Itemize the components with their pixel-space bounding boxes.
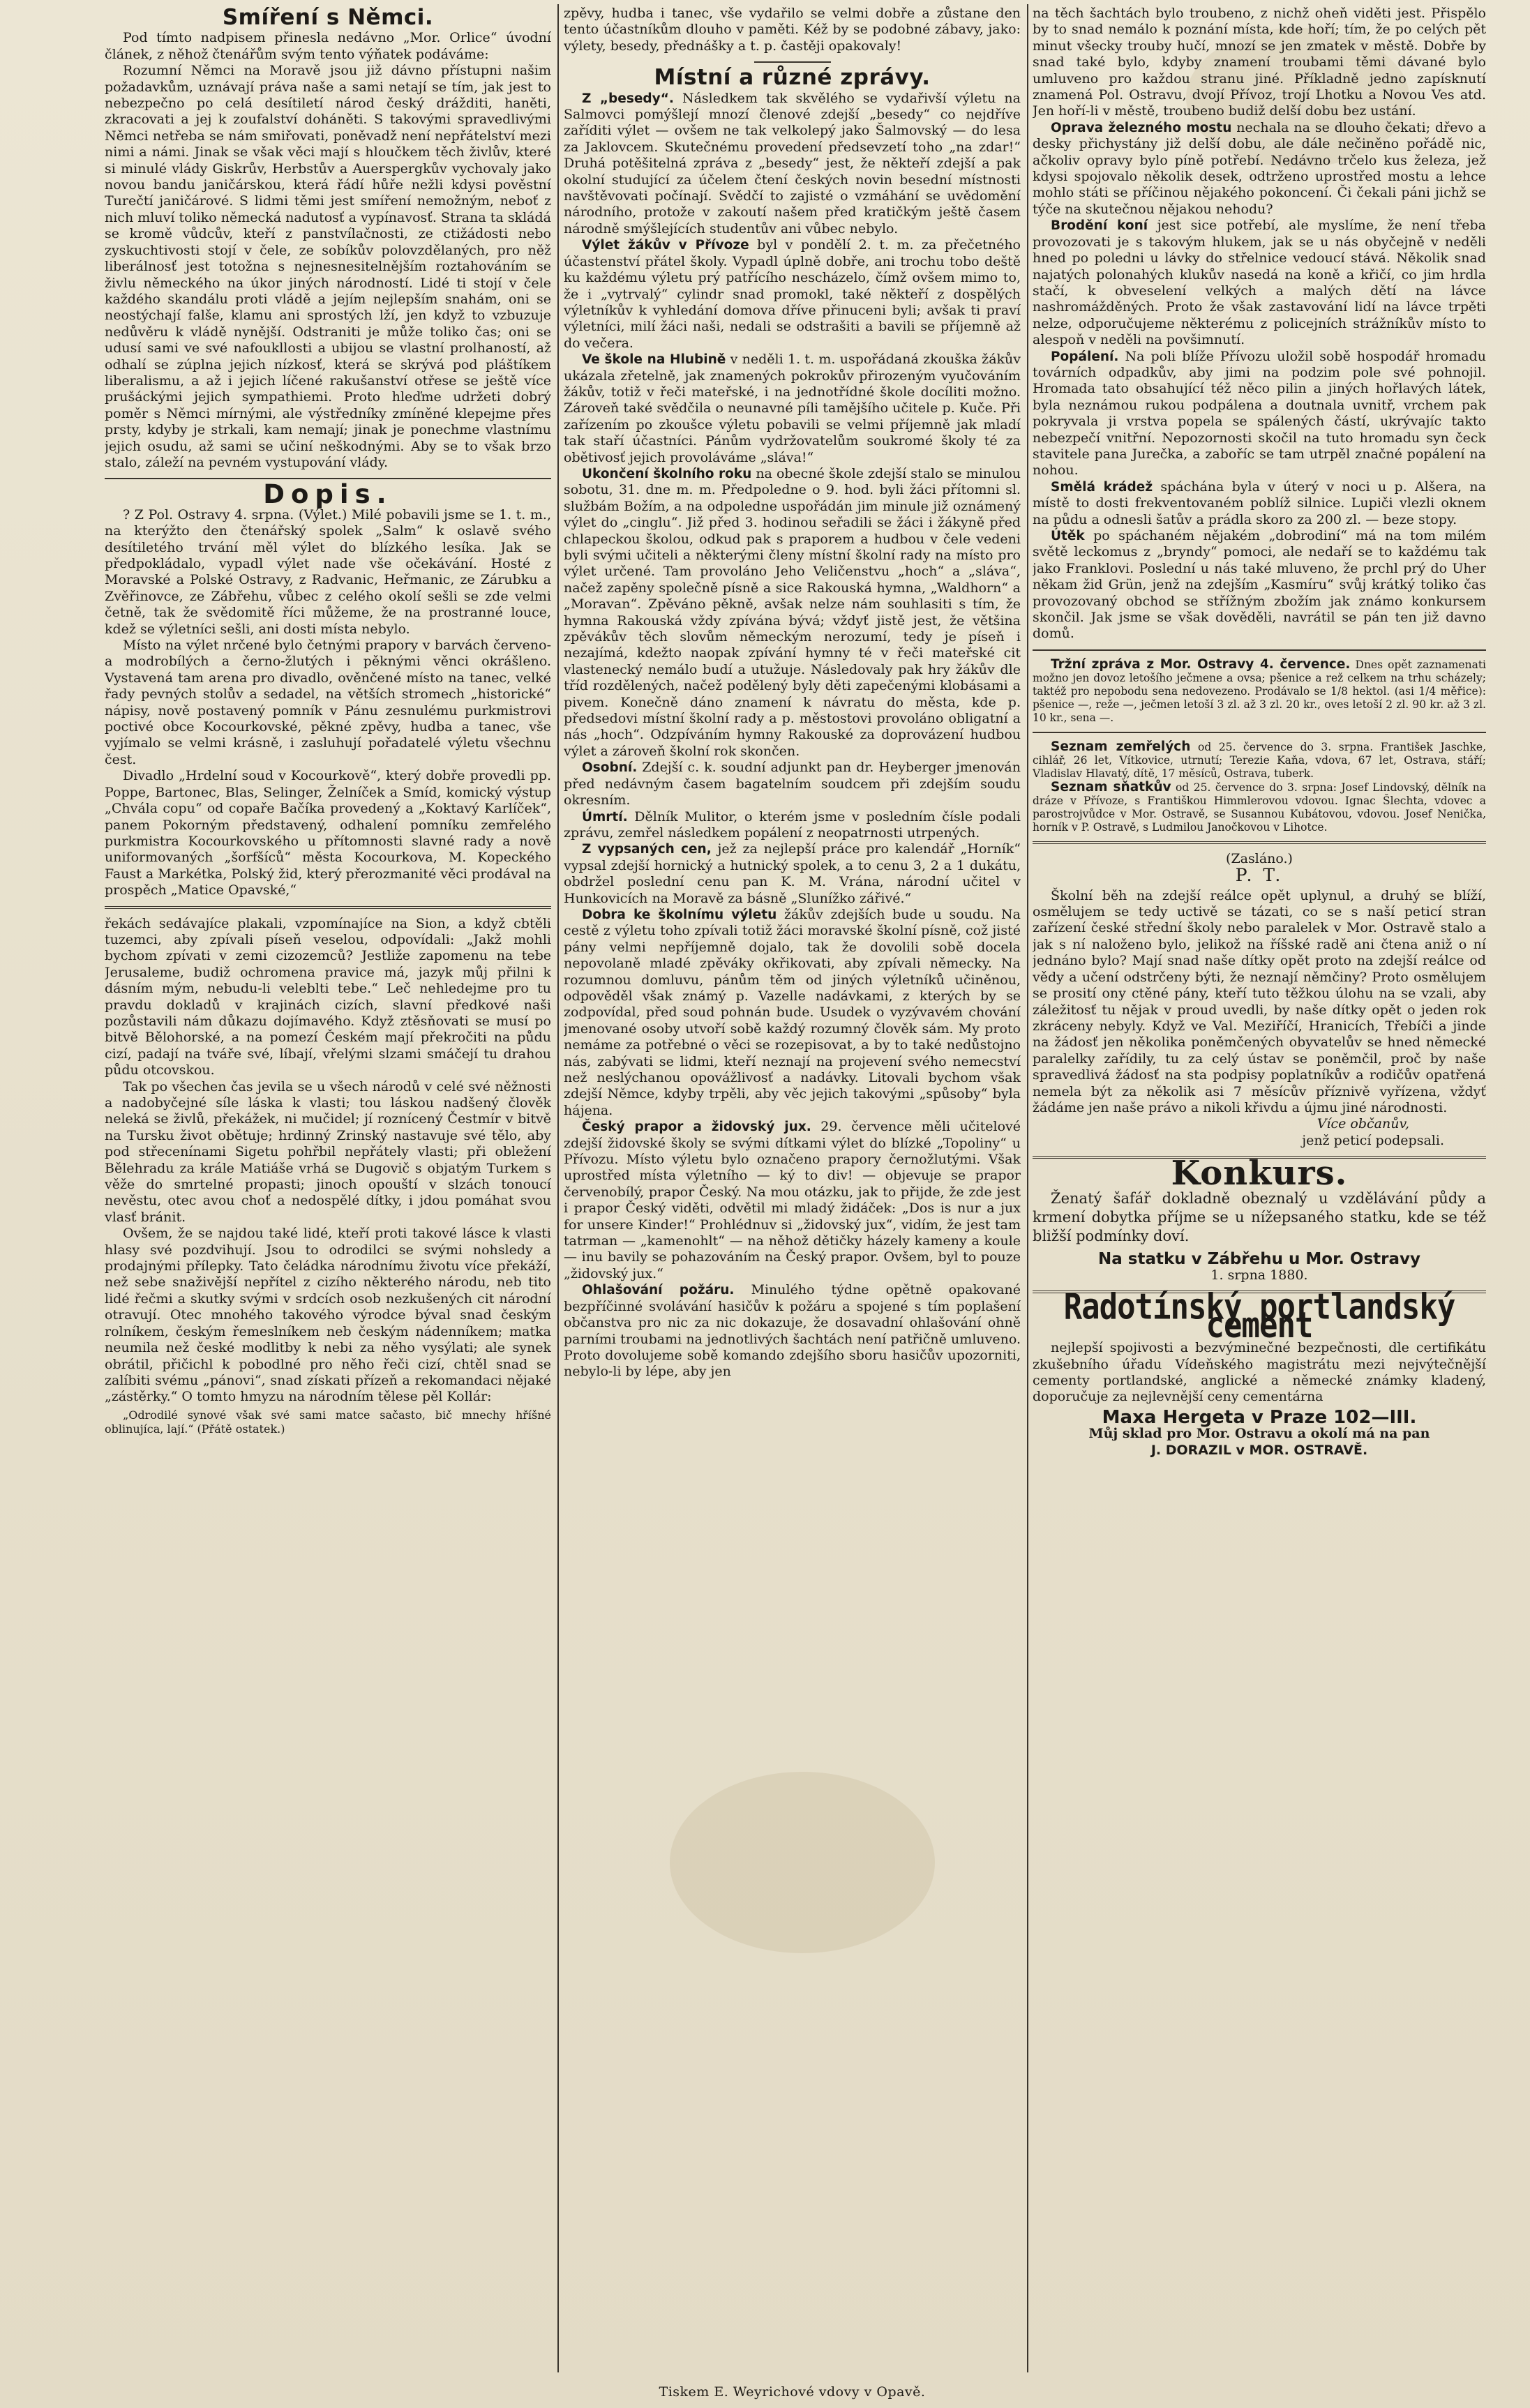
article-title-smireni: Smíření s Němci. [222, 6, 434, 30]
ad-agent: J. DORAZIL v MOR. OSTRAVĚ. [1150, 1442, 1368, 1458]
signature: Více občanův, [1317, 1116, 1409, 1132]
news-item-text: Zdejší c. k. soudní adjunkt pan dr. Heyberger jmenován před nedávným časem bagatelním soudcem při zdejším soudu okresním. [564, 760, 1021, 808]
divider [1033, 649, 1486, 651]
news-item-text: po spáchaném nějakém „dobrodiní“ má na tom milém světě leckomus z „bryndy“ pomoci, ale nedaří se to každému tak jako Franklovi. Poslední u nás také mluveno, že prchl prý do Uher někam žid Grün, jenž na zdejším „Kasmíru“ svůj krátký toliko čas provozovaný obchod se střížným zbožím jak známo konkursem skončil. Jak jsme se však dověděli, navrátil se pán ten již davno domů. [1033, 528, 1486, 642]
divider [1033, 732, 1486, 733]
news-item [564, 907, 1021, 1119]
paragraph: na těch šachtách bylo troubeno, z nichž oheň viděti jest. Přispělo by to snad nemálo k poznání místa, kde hoří; tím, že po celých pět minut všecky trouby hučí, mnozí se jen zmatek v městě. Dobře by snad také bylo, kdyby znamení troubami těmi dávané bylo umluveno pro každou stranu jiné. Příkladně jedno zapísknutí znamená Pol. Ostravu, dvojí Přívoz, trojí Lhotku a Novou Ves atd. Jen hoří-li v městě, troubeno budiž delší dobu bez ustání. [1033, 6, 1486, 119]
news-item [1033, 528, 1486, 642]
deaths-list-text: od 25. července do 3. srpna. František Jaschke, cihlář, 26 let, Vítkovice, utrnutí; Terezie Kaňa, vdova, 67 let, Ostrava, stáří; Vladislav Hlavatý, dítě, 17 měsíců, Ostrava, tuberk. [1033, 740, 1486, 780]
news-item-heading: Osobní. [582, 760, 638, 776]
news-item [564, 1282, 1021, 1380]
news-item [1033, 479, 1486, 528]
market-report [1033, 658, 1486, 725]
ad-text: Ženatý šafář dokladně obeznalý u vzdělávání půdy a krmení dobytka příjme se u nížepsaného statku, kde se též bližší podmínky doví. [1033, 1189, 1486, 1244]
column-left [105, 6, 551, 2381]
market-report-title: Tržní zpráva z Mor. Ostravy 4. července. [1051, 656, 1351, 672]
news-item [564, 466, 1021, 760]
news-item-text: v neděli 1. t. m. uspořádaná zkouška žákův ukázala zřetelně, jak znamených pokrokův přirozeným vyučováním žákův, totiž v řeči mateřské, i na jednotřídné škole docíliti možno. Zároveň také svědčila o neunavné píli tamějšího učitele p. Kuče. Při zařízením po zkoušce výletu pobavili se velmi příjemně jak mladí tak staří účastníci. Pánům vydržovatelům soukromé školy té za obětivosť jejich provoláváme „sláva!“ [564, 352, 1021, 465]
market-report-text: Dnes opět zaznamenati možno jen dovoz letošího ječmene a ovsa; pšenice a rež celkem na trhu scházely; taktéž pro nepobodu sena nedovezeno. Prodávalo se 1/8 hektol. (asi 1/4 měřice): pšenice —, reže —, ječmen letoší 3 zl. až 3 zl. 20 kr., oves letoší 2 zl. 90 kr. až 3 zl. 10 kr., sena —. [1033, 658, 1486, 724]
zaslano-label: (Zasláno.) [1226, 850, 1293, 866]
news-item-text: Na poli blíže Přívozu uložil sobě hospodář hromadu továrních odpadkův, aby jimi na podzim pole své pohnojil. Hromada tato obsahující též něco pilin a jiných hořlavých látek, byla neznámou rukou podpálena a doutnala uvnitř, vrchem pak pokryvala ji vrstva popela se spálených částí, ukrývajíc takto nebezpečí vnitřní. Nepozornosti skočil na tuto hromadu syn čeck stavitele pana Jurečka, a zaboříc se tam utrpěl značné popálení na nohou. [1033, 348, 1486, 479]
divider [1033, 841, 1486, 844]
news-item-text: 29. července měli učitelové zdejší židovské školy se svými dítkami výlet do blízké „Topoliny“ u Přívozu. Místo výletu bylo označeno prapory černožlutými. Však uprostřed místa výletního — ký to div! — objevuje se prapor červenobílý, prapor Český. Na mou otázku, jak to přijde, že zde jest i prapor Český viděti, odvětil mi mladý židáček: „Dos is nur a jux for unsere Kinder!“ Prohlédnuv si „židovský jux“, vidím, že jest tam tatrman — „kamenohlt“ — na něhož dětičky házely kameny a koule — inu bavily se pohazováním na Český prapor. Ovšem, byl to pouze „židovský jux.“ [564, 1119, 1021, 1281]
news-item-heading: Ohlašování požáru. [582, 1283, 735, 1298]
news-items [1033, 120, 1486, 642]
news-item [1033, 218, 1486, 348]
paragraph: Tak po všechen čas jevila se u všech národů v celé své něžnosti a nadobyčejné síle láska k vlasti; tou láskou nadšený člověk neleká se živlů, překážek, ni mučidel; jí roznícený Čestmír v bitvě na Tursku život obětuje; hrdinný Zrinský nastavuje své tělo, aby pod střecenínami Sigetu pohřbil nepřátely vlasti; při obležení Bělehradu za krále Matiáše vrhá se Dugovič s objatým Turkem s věže do smrtelné propasti; jinoch opouští v slzách tonoucí nevěstu, otec avou choť a nedospělé dítky, i jdou pomáhat svou vlasť bránit. [105, 1078, 551, 1225]
news-item-heading: Smělá krádež [1051, 479, 1153, 495]
news-item-text: Dělník Mulitor, o kterém jsme v posledním čísle podali zprávu, zemřel následkem popálení z neopatrnosti utrpených. [564, 808, 1021, 841]
news-item [564, 841, 1021, 907]
news-item-heading: Český prapor a židovský jux. [582, 1120, 811, 1135]
paragraph: Ovšem, že se najdou také lidé, kteří proti takové lásce k vlasti hlasy své pozdvihují. Jsou to odrodilci se svými nohsledy a prodajnými přílepky. Tato čeládka národnímu životu více překáží, než sebe snaživější nepřítel z cizího některého národu, neb tito lidé řečmi a skutky svými v srdcích osob nezkušených cit národní otravují. Otec mnohého takového výrodce býval snad českým rolníkem, českým řemeslníkem neb českým nádenníkem; matka neumila než české modlitby k nebi za něho vysýlati; ale synek obrátil, přičichl k pobodlné pro něho řeči cizí, chtěl snad se zalíbiti svému „pánovi“, snad získati přízeň a rekomandaci nějaké „zástěrky.“ O tomto hmyzu na národním tělese pěl Kollár: [105, 1226, 551, 1405]
news-item-heading: Popálení. [1051, 349, 1119, 364]
marriages-list-title: Seznam sňatkův [1051, 779, 1171, 795]
ad-date: 1. srpna 1880. [1210, 1267, 1308, 1283]
news-item [564, 760, 1021, 808]
news-item-heading: Z vypsaných cen, [582, 842, 712, 857]
news-item-heading: Útěk [1051, 529, 1085, 543]
column-rule [557, 4, 559, 2372]
paragraph: řekách sedávajíce plakali, vzpomínajíce na Sion, a když cbtěli tuzemci, aby zpívali píseň veselou, odpovídali: „Jakž mohli bychom zpívati v zemi cizozemců? Jestliže zapomenu na tebe Jerusaleme, budiž ochromena pravice má, jazyk můj přilni k dásním mým, nebudu-li veleblti tebe.“ Leč nehledejme pro tu pravdu dokladů v krajinách cizích, slavní předkové naši pozůstavili nám důkazu dojímavého. Když ztěsňovati se musí po bitvě Bělohorské, a na pomezí Českém mají překročiti na půdu cizí, padají na tváře své, líbají, vřelými slzami smáčejí tu drahou půdu otcovskou. [105, 915, 551, 1078]
ad-text: nejlepší spojivosti a bezvýminečné bezpečnosti, dle certifikátu zkušebního úřadu Vídeňského magistrátu mezi nejvýtečnější cementy portlandské, anglické a německé známky kladený, doporučuje za nejlevnější ceny cementárna [1033, 1340, 1486, 1405]
signature-note: jenž peticí podepsali. [1302, 1132, 1444, 1148]
news-item-text: Minulého týdne opětně opakované bezpříčinné svolávání hasičův k požáru a spojené s tím poplašení občanstva pro nic za nic dokazuje, že dosavadní ohlašování ohně parními troubami na jednotlivých šachtách není patřičně umluveno. Proto dovolujeme sobě komando zdejšího sboru hasičův upozorniti, nebylo-li by lépe, aby jen [564, 1282, 1021, 1380]
news-item-heading: Úmrtí. [582, 809, 628, 825]
deaths-list [1033, 740, 1486, 781]
paragraph: Divadlo „Hrdelní soud v Kocourkově“, který dobře provedli pp. Poppe, Bartonec, Blas, Selinger, Želníček a Smíd, komický výstup „Chvála copu“ od copaře Bačíka provedený a „Koktavý Karlíček“, panem Pokorným představený, odhalení pomníku zemřelého purkmistra Kocourkovského u přítomnosti slavné rady a nově uniformovaných „šorfšíců“ města Kocourkova, M. Kopeckého Faust a Markétka, Polský žid, který přerozmanité věci prodával na prospěch „Matice Opavské,“ [105, 768, 551, 898]
deaths-list-title: Seznam zemřelých [1051, 739, 1191, 754]
ad-title-cement: Radotínský portlandský cement [1063, 1286, 1455, 1347]
news-item-heading: Ukončení školního roku [582, 466, 752, 481]
zaslano-address: P. T. [1235, 865, 1284, 886]
marriages-list-text: od 25. července do 3. srpna: Josef Lindovský, dělník na dráze v Přívoze, s Františkou Himmlerovou vdovou. Ignac Šlechta, vdovec a parostrojvůdce v Mor. Ostravě, se Susannou Kubátovou, vdovou. Josef Nenička, horník v P. Ostravě, s Ludmilou Janočkovou v Lihotce. [1033, 781, 1486, 834]
column-right [1033, 6, 1486, 2381]
news-item-heading: Z „besedy“. [582, 91, 674, 106]
printer-imprint: Tiskem E. Weyrichové vdovy v Opavě. [659, 2384, 926, 2400]
column-middle [564, 6, 1021, 2381]
column-rule [1027, 4, 1028, 2372]
article-title-dopis: Dopis. [263, 479, 393, 510]
news-item [564, 91, 1021, 238]
ad-note: Můj sklad pro Mor. Ostravu a okolí má na pan [1088, 1426, 1430, 1442]
news-item [1033, 349, 1486, 479]
news-item [564, 237, 1021, 352]
paragraph: Rozumní Němci na Moravě jsou již dávno přístupni našim požadavkům, uznávají práva naše a sami netají se tím, jak jest to nebezpečno po celá desítiletí národ český drážditi, haněti, zkracovati a jej k zoufalství doháněti. S takovými spravedlivými Němci netřeba se nám smiřovati, poněvadž není nepřátelství mezi nimi a námi. Jinak se však věci mají s hloučkem těch živlův, které si minulé vlády Giskrův, Herbstův a Auerspergkův vychovaly jako novou bandu janičárskou, která řádí hůře nežli kdysi pověstní Turečtí janičárové. S lidmi těmi jest smíření nemožným, neboť z nich mluví toliko německá nadutosť a vypínavosť. Strana ta skládá se kromě vůdcův, kteří z panstvílačnosti, ze ctižádosti nebo zyskuchtivosti stojí v čele, ze sobíkův polovzdělaných, pro něž liberálnosť jest totožna s nejnesnesitelnějším roztahováním se živlu německého na úkor jiných národností. Lidé ti stojí v čele každého skandálu proti vládě a jejím nejlepším snahám, oni se neostýchají falše, klamu ani sprostých lží, jen když to vzbuzuje nedůvěru k vládě nynější. Odstraniti je může toliko čas; oni se udusí sami ve své nafoukllosti a ubijou se vlastní prolhaností, až odhalí se zúplna jejich nízkosť, která se skrývá pod pláštíkem liberalismu, a až i jejich líčené rakušanství otřese se ještě více prušáckými jejich sympathiemi. Proto hleďme udržeti dobrý poměr s Němci mírnými, ale výstředníky zmíněné klepejme přes prsty, kdyby je strkali, kam nemají; jinak je ponechme vlastnímu jejich osudu, až sami se učiní neškodnými. Aby se to však brzo stalo, záleží na pevném vystupování vlády. [105, 63, 551, 470]
news-item-heading: Brodění koní [1051, 218, 1148, 234]
news-item-heading: Ve škole na Hlubině [582, 352, 726, 368]
ad-firm: Maxa Hergeta v Praze 102—III. [1102, 1406, 1417, 1428]
news-item [564, 1119, 1021, 1282]
divider [754, 61, 831, 63]
ad-place: Na statku v Zábřehu u Mor. Ostravy [1098, 1249, 1420, 1268]
ad-title-konkurs: Konkurs. [1171, 1154, 1348, 1194]
paragraph: ? Z Pol. Ostravy 4. srpna. (Výlet.) Milé pobavili jsme se 1. t. m., na kterýžto den čtenářský spolek „Salm“ k oslavě svého desítiletého trvání měl výlet do blízkého lesíka. Jak se předpokládalo, vypadl výlet nade vše očekávání. Hosté z Moravské a Polské Ostravy, z Radvanic, Heřmanic, ze Zárubku a Zvěřinovce, ze Zábřehu, vůbec z celého okolí sešli se zde velmi četně, tak že svědomitě říci můžeme, že na prostranné louce, kdež se výletníci sešli, ani dosti místa nebylo. [105, 506, 551, 637]
divider [105, 906, 551, 909]
paragraph: Místo na výlet nrčené bylo četnými prapory v barvách červeno- a modrobílých a černo-žlutých i pěknými věnci okrášleno. Vystavená tam arena pro divadlo, ověnčené místo na tanec, velké řady pevných stolův a sedadel, na větších stromech „historické“ nápisy, nově postavený pomník v Pánu zesnulému purkmistrovi poctivé obce Kocourkovské, pěkné zpěvy, hudba a tanec, vše vyjímalo se velmi krásně, i zasluhují pořadatelé výletu všechnu čest. [105, 638, 551, 767]
section-title-mistni: Místní a různé zprávy. [654, 65, 931, 91]
news-item [564, 809, 1021, 842]
paragraph: Pod tímto nadpisem přinesla nedávno „Mor. Orlice“ úvodní článek, z něhož čtenářům svým tento výňatek podáváme: [105, 30, 551, 62]
news-item-text: nechala na se dlouho čekati; dřevo a desky přichystány již delší dobu, ale dále nečiněno pořádě nic, ačkoliv opravy bylo píně potřebí. Nedávno trčelo kus železa, jež kdysi spojovalo několik desek, odtrženo uprostřed mostu a lehce mohlo státi se příčinou nějakého pokoncení. Či čekali páni jichž se týče na skutečnou nějakou nehodu? [1033, 119, 1486, 217]
quote: „Odrodilé synové však své sami matce sačasto, bič mnechy hříšné oblinujíca, lají.“ (Přátě ostatek.) [105, 1408, 551, 1436]
marriages-list [1033, 781, 1486, 834]
news-item [564, 352, 1021, 466]
news-item-text: spáchána byla v úterý v noci u p. Alšera, na místě to dosti frekventovaném poblíž silnice. Lupiči vlezli oknem na půdu a odnesli šatův a prádla skoro za 200 zl. — beze stopy. [1033, 479, 1486, 527]
news-item-text: žákův zdejších bude u soudu. Na cestě z výletu toho zpívali totiž žáci moravské školní písně, což jisté pány velmi nepříjemně dojalo, tak že dovolili sobě docela nepovolaně mladé zpěváky okřikovati, aby zpívali německy. Na rozumnou domluvu, pánům těm od jiných výletníků učiněnou, odpověděl však známý p. Vazelle nadávkami, z kterých by se zodpovídal, před soud pohnán bude. Usudek o vyzývavém chování jmenované osoby utvoří sobě každý rozumný člověk sám. My proto nemáme za potřebné o věci se rozepisovat, a by to také nedůstojno nás, zabývati se lidmi, kteří neznají na projevení svého nemecství než neslýchanou opovážlivosť a nadávky. Litovali bychom však zdejší Němce, kdyby trpěli, aby věc jejich takovými „spůsoby“ byla hájena. [564, 906, 1021, 1118]
news-item-text: jest sice potřebí, ale myslíme, že není třeba provozovati je s takovým hlukem, jak se u nás obyčejně v neděli hned po poledni u lávky do střelnice vedoucí stává. Několik snad najatých polonahých klukův nasedá na koně a křičí, co jim hrdla stačí, k obveselení velkých a malých dětí na lávce nashromážděných. Proto že však zastavování lidí na lávce trpěti nelze, odporučujeme některému z policejních strážníkův místo to alespoň v neděli na povšimnutí. [1033, 218, 1486, 348]
news-items [564, 91, 1021, 1380]
news-item-text: byl v pondělí 2. t. m. za přečetného účastenství přátel školy. Vypadl úplně dobře, ani trochu tobo deště ku každému výletu prý patřícího nescházelo, čímž ovšem mimo to, že i „vytrvalý“ cylindr snad promokl, také někteří z dospělých výletníkův k vyhledání domova dříve přinuceni byli; avšak ti praví výletníci, milí žáci naši, nedali se odstrašiti a bavili se příjemně až do večera. [564, 237, 1021, 351]
news-item-text: Následkem tak skvělého se vydařivší výletu na Salmovci pomýšlejí mnozí členové zdejší „besedy“ co nejdříve zaříditi výlet — ovšem ne tak velkolepý jako Šalmovský — do lesa za Jaklovcem. Skutečnému provedení předsevzetí toho „na zdar!“ Druhá potěšitelná zpráva z „besedy“ jest, že někteří zdejší a pak okolní studující za účelem čtení českých novin besední místnosti navštěvovati počínají. Svědčí to zajisté o vzmáhání se uvědomění národního, protože v zakoutí našem před kratičkým ještě časem národně smýšlejících studentův ani vůbec nebylo. [564, 90, 1021, 236]
news-item-heading: Dobra ke školnímu výletu [582, 907, 777, 922]
news-item-text: na obecné škole zdejší stalo se minulou sobotu, 31. dne m. m. Předpoledne o 9. hod. byli žáci přítomni sl. službám Božím, a na odpoledne uspořádán jim minule již oznámený výlet do „cinglu“. Již před 3. hodinou seřadili se žáci i žákyně před chlapeckou školou, odkud pak s praporem a hudbou v čele vedeni byli svými učiteli a některými členy místní školní rady na místo pro výlet určené. Tam provoláno Jeho Veličenstvu „hoch“ a „sláva“, načež zapěny společně písně a sice Rakouská hymna, „Waldhorn“ a „Moravan“. Zpěváno pěkně, avšak nelze nám souhlasiti s tím, že hymna Rakouská vždy zpívána bývá; vždyť jistě jest, že většina zpěvákův těch slovům německým nerozumí, tedy je píseň i nezajímá, kdežto naopak zpívání hymny té v řeči mateřské cit vlastenecký nemálo budí a utužuje. Následovaly pak hry žákův dle tříd rozdělených, načež podělený byly děti zapečenými klobásami a pivem. Konečně dáno znamení k návratu do města, kde p. předsedovi místní školní rady a p. městostovi provoláno obligatní a nás „hoch“. Odzpíváním hymny Rakouské za doprovázení hudbou výlet a zároveň školní rok skončen. [564, 465, 1021, 759]
news-item-heading: Oprava železného mostu [1051, 120, 1232, 135]
news-item-heading: Výlet žákův v Přívoze [582, 238, 749, 253]
news-item-text: jež za nejlepší práce pro kalendář „Horník“ vypsal zdejší hornický a hutnický spolek, a to cenu 3, 2 a 1 dukátu, obdržel poslední cenu pan K. M. Vrána, národní učitel v Hunkovicích na Moravě za básně „Slunížko zářivé.“ [564, 841, 1021, 906]
news-item [1033, 120, 1486, 218]
paragraph: Školní běh na zdejší reálce opět uplynul, a druhý se blíží, osmělujem se tedy uctivě se tázati, co se s naší peticí stran zařízení české střední školy nebo paralelek v Mor. Ostravě stalo a jak s ní naloženo bylo, jelikož na říšské radě ani čtena aniž o ní jednáno bylo? Mají snad naše dítky opět proto na zdejší reálce od vědy a učení odstrčeny býti, že neznají němčiny? Proto osmělujem se prosití ony ctěné pány, kteří tuto těžkou úlohu na se vzali, aby záležitosť tu nějak v proud uvedli, by naše dítky opět o jeden rok zkráceny nebyly. Když ve Val. Meziříčí, Hranicích, Třebíči a jinde na žádosť jen několika poněmčených obyvatelův se hned německé paralelky zařídily, tu za celý ústav se poněmčil, proč by naše spravedlivá žádosť na sta podpisy poplatníkův a rodičův opatřená nemela být za několik asi 7 měsícův příznivě vyřízena, vždyť žádáme jen naše právo a nikoli křivdu a újmu jiné národnosti. [1033, 887, 1486, 1115]
paragraph: zpěvy, hudba i tanec, vše vydařilo se velmi dobře a zůstane den tento účastníkům dlouho v paměti. Kéž by se podobné zábavy, jako: výlety, besedy, přednášky a t. p. častěji opakovaly! [564, 6, 1021, 54]
